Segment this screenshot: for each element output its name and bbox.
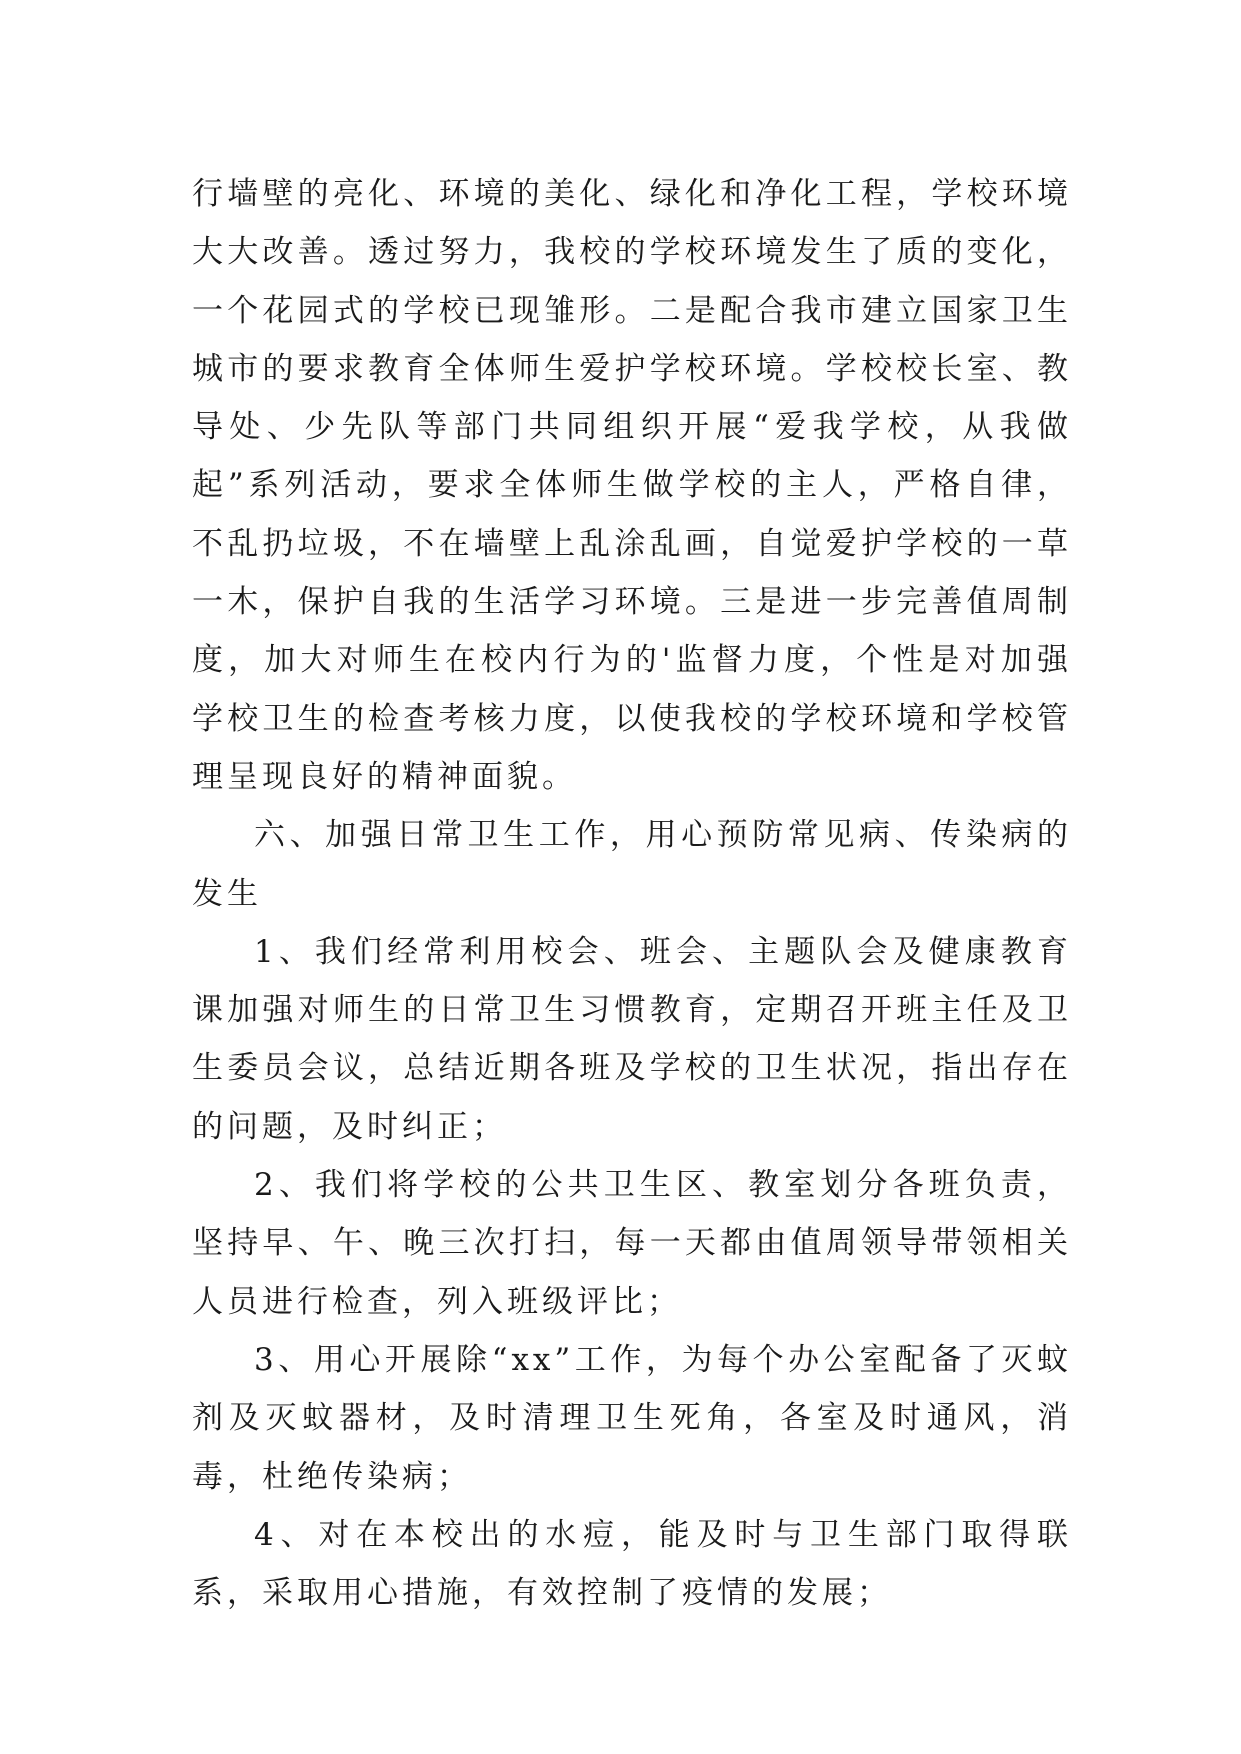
list-item-2: 2、我们将学校的公共卫生区、教室划分各班负责，坚持早、午、晚三次打扫，每一天都由值周领导带领相关人员进行检查，列入班级评比； bbox=[192, 1167, 1072, 1320]
section-heading-six: 六、加强日常卫生工作，用心预防常见病、传染病的发生 bbox=[192, 817, 1072, 912]
list-item-3: 3、用心开展除“xx”工作，为每个办公室配备了灭蚊剂及灭蚊器材，及时清理卫生死角，各室及时通风，消毒，杜绝传染病； bbox=[192, 1341, 1072, 1495]
document-body bbox=[192, 165, 1072, 1622]
list-item-4: 4、对在本校出的水痘，能及时与卫生部门取得联系，采取用心措施，有效控制了疫情的发展； bbox=[192, 1516, 1072, 1612]
paragraph-continued: 行墙壁的亮化、环境的美化、绿化和净化工程，学校环境大大改善。透过努力，我校的学校环境发生了质的变化，一个花园式的学校已现雏形。二是配合我市建立国家卫生城市的要求教育全体师生爱护学校环境。学校校长室、教导处、少先队等部门共同组织开展“爱我学校，从我做起”系列活动，要求全体师生做学校的主人，严格自律，不乱扔垃圾，不在墙壁上乱涂乱画，自觉爱护学校的一草一木，保护自我的生活学习环境。三是进一步完善值周制度，加大对师生在校内行为的'监督力度，个性是对加强学校卫生的检查考核力度，以使我校的学校环境和学校管理呈现良好的精神面貌。 bbox=[192, 176, 1072, 795]
list-item-1: 1、我们经常利用校会、班会、主题队会及健康教育课加强对师生的日常卫生习惯教育，定期召开班主任及卫生委员会议，总结近期各班及学校的卫生状况，指出存在的问题，及时纠正； bbox=[192, 933, 1072, 1145]
